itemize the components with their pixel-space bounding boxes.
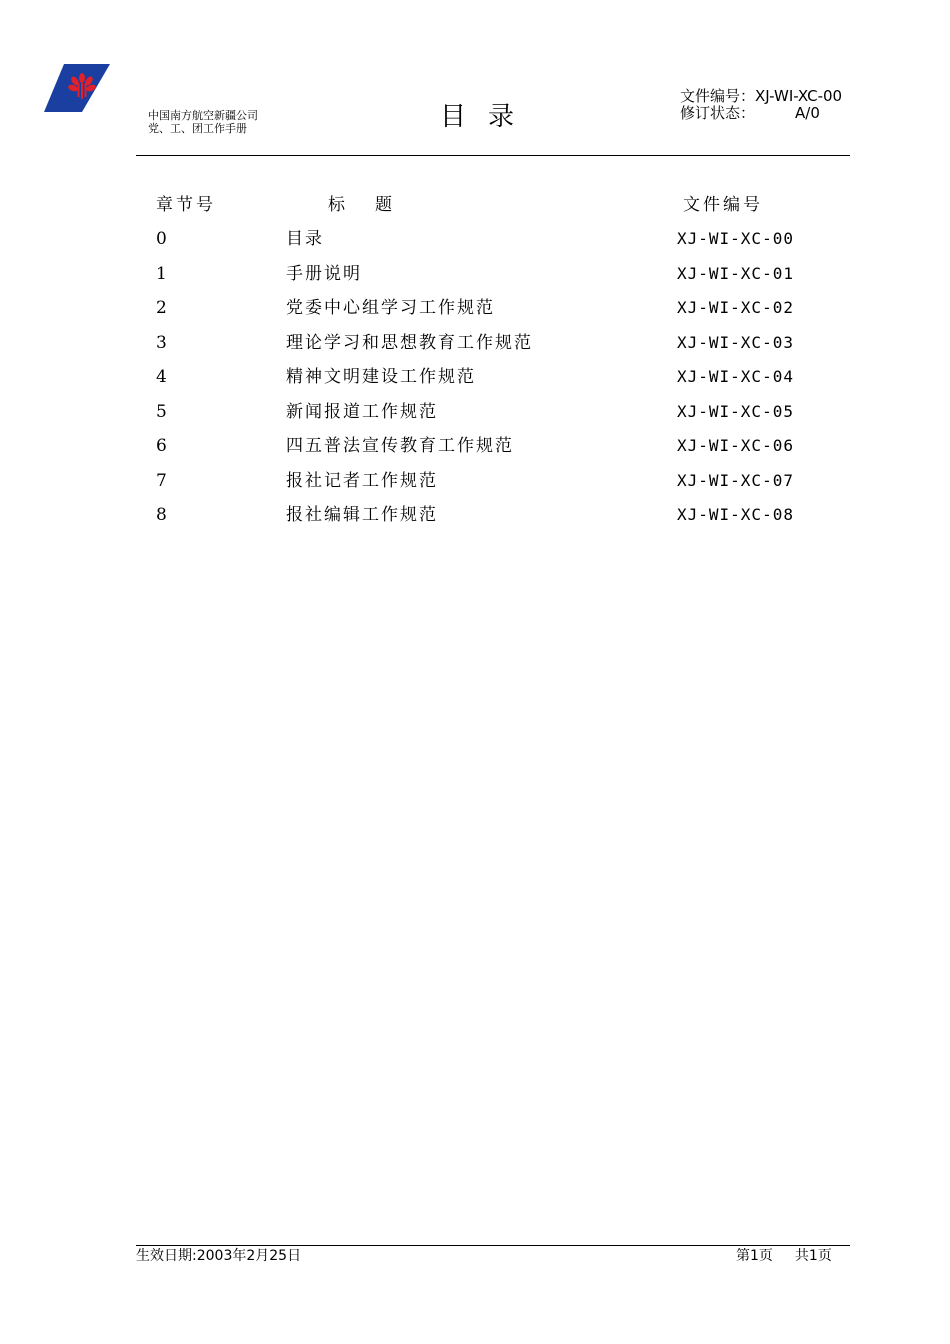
toc-doc-number: XJ-WI-XC-01 xyxy=(677,264,794,283)
company-info xyxy=(148,109,258,135)
page-info xyxy=(736,1246,832,1266)
header-title-part1: 标 xyxy=(328,195,345,215)
toc-chapter: 2 xyxy=(156,298,170,318)
airline-logo-icon xyxy=(44,64,110,112)
toc-doc-number: XJ-WI-XC-03 xyxy=(677,333,794,352)
page-current: 第1页 xyxy=(736,1248,773,1264)
toc-chapter: 5 xyxy=(156,402,170,422)
toc-chapter: 0 xyxy=(156,229,170,249)
toc-doc-number: XJ-WI-XC-02 xyxy=(677,298,794,317)
revision-row xyxy=(680,105,842,122)
toc-chapter: 3 xyxy=(156,333,170,353)
doc-number-value: XJ-WI-XC-00 xyxy=(755,87,843,105)
toc-title: 党委中心组学习工作规范 xyxy=(286,298,495,318)
toc-doc-number: XJ-WI-XC-00 xyxy=(677,229,794,248)
toc-title: 报社编辑工作规范 xyxy=(286,505,438,525)
toc-title: 理论学习和思想教育工作规范 xyxy=(286,333,533,353)
toc-title: 四五普法宣传教育工作规范 xyxy=(286,436,514,456)
effective-date: 生效日期:2003年2月25日 xyxy=(136,1248,302,1264)
toc-title: 报社记者工作规范 xyxy=(286,471,438,491)
toc-title: 新闻报道工作规范 xyxy=(286,402,438,422)
toc-chapter: 6 xyxy=(156,436,170,456)
document-meta xyxy=(680,88,842,122)
revision-label: 修订状态： xyxy=(680,104,756,122)
toc-chapter: 7 xyxy=(156,471,170,491)
header-doc-number: 文件编号 xyxy=(683,195,763,215)
header-title xyxy=(328,193,392,217)
toc-doc-number: XJ-WI-XC-08 xyxy=(677,505,794,524)
toc-doc-number: XJ-WI-XC-07 xyxy=(677,471,794,490)
header-divider xyxy=(136,155,850,156)
toc-doc-number: XJ-WI-XC-05 xyxy=(677,402,794,421)
doc-number-row xyxy=(680,88,842,105)
toc-title: 目录 xyxy=(286,229,324,249)
toc-doc-number: XJ-WI-XC-04 xyxy=(677,367,794,386)
toc-title: 精神文明建设工作规范 xyxy=(286,367,476,387)
toc-doc-number: XJ-WI-XC-06 xyxy=(677,436,794,455)
toc-chapter: 8 xyxy=(156,505,170,525)
company-name: 中国南方航空新疆公司 xyxy=(148,109,258,122)
page-total: 共1页 xyxy=(794,1248,832,1264)
header-title-part2: 题 xyxy=(375,195,392,215)
manual-name: 党、工、团工作手册 xyxy=(148,122,247,135)
doc-number-label: 文件编号： xyxy=(680,87,756,105)
page-title: 目录 xyxy=(440,102,537,132)
header-chapter: 章节号 xyxy=(156,195,216,215)
revision-value: A/0 xyxy=(795,104,820,122)
toc-chapter: 4 xyxy=(156,367,170,387)
toc-title: 手册说明 xyxy=(286,264,362,284)
toc-chapter: 1 xyxy=(156,264,170,284)
